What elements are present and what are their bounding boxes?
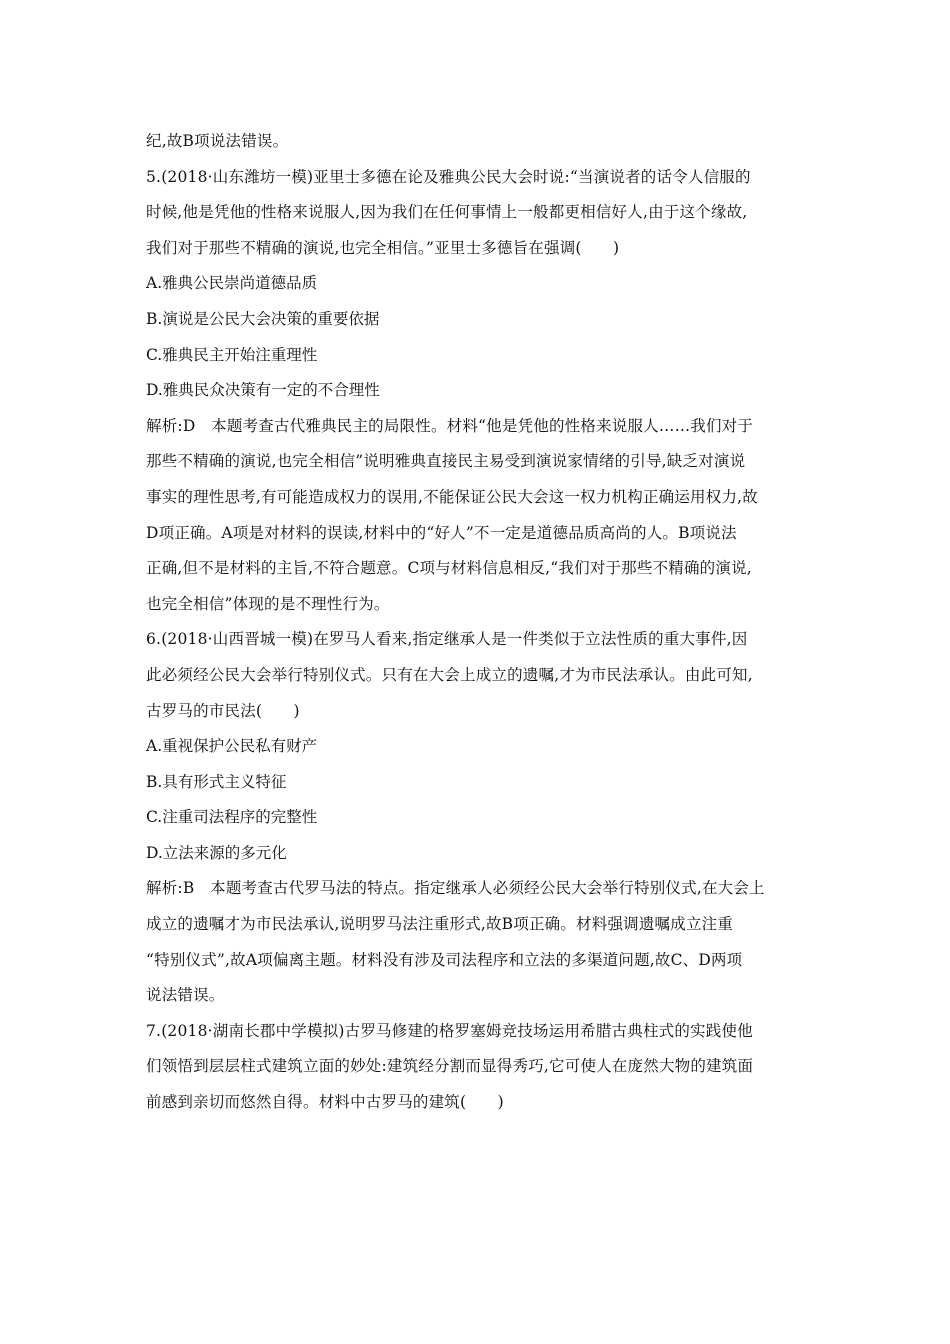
question-6-option-c: C.注重司法程序的完整性 <box>146 808 318 827</box>
question-5-option-c: C.雅典民主开始注重理性 <box>146 345 318 364</box>
question-6-option-d: D.立法来源的多元化 <box>146 843 287 862</box>
text-line: 此必须经公民大会举行特别仪式。只有在大会上成立的遗嘱,才为市民法承认。由此可知, <box>146 665 753 684</box>
text-line: 前感到亲切而悠然自得。材料中古罗马的建筑( ) <box>146 1093 504 1112</box>
question-5-option-d: D.雅典民众决策有一定的不合理性 <box>146 381 380 400</box>
question-6-option-b: B.具有形式主义特征 <box>146 772 287 791</box>
text-line: 我们对于那些不精确的演说,也完全相信。”亚里士多德旨在强调( ) <box>146 238 620 257</box>
question-5-option-a: A.雅典公民崇尚道德品质 <box>146 274 318 293</box>
question-6-option-a: A.重视保护公民私有财产 <box>146 737 318 756</box>
question-5-option-b: B.演说是公民大会决策的重要依据 <box>146 309 380 328</box>
text-line: 纪,故B项说法错误。 <box>146 132 289 150</box>
text-line: 也完全相信”体现的是不理性行为。 <box>146 594 390 613</box>
text-line: 成立的遗嘱才为市民法承认,说明罗马法注重形式,故B项正确。材料强调遗嘱成立注重 <box>146 915 734 934</box>
text-line: 时候,他是凭他的性格来说服人,因为我们在任何事情上一般都更相信好人,由于这个缘故, <box>146 203 748 222</box>
text-line: 古罗马的市民法( ) <box>146 701 300 720</box>
question-5-analysis: 解析:D 本题考查古代雅典民主的局限性。材料“他是凭他的性格来说服人……我们对于 <box>146 416 754 435</box>
question-6-analysis: 解析:B 本题考查古代罗马法的特点。指定继承人必须经公民大会举行特别仪式,在大会上 <box>146 879 765 898</box>
text-line: 正确,但不是材料的主旨,不符合题意。C项与材料信息相反,“我们对于那些不精确的演说, <box>146 559 752 578</box>
text-line: “特别仪式”,故A项偏离主题。材料没有涉及司法程序和立法的多渠道问题,故C、D两项 <box>146 950 743 969</box>
text-line: 事实的理性思考,有可能造成权力的误用,不能保证公民大会这一权力机构正确运用权力,故 <box>146 487 758 506</box>
text-line: 们领悟到层层柱式建筑立面的妙处:建筑经分割而显得秀巧,它可使人在庞然大物的建筑面 <box>146 1057 754 1076</box>
question-7-stem: 7.(2018·湖南长郡中学模拟)古罗马修建的格罗塞姆竞技场运用希腊古典柱式的实践使他 <box>146 1021 753 1040</box>
text-line: 说法错误。 <box>146 986 225 1005</box>
question-6-stem: 6.(2018·山西晋城一模)在罗马人看来,指定继承人是一件类似于立法性质的重大事件,因 <box>146 630 748 649</box>
question-5-stem: 5.(2018·山东潍坊一模)亚里士多德在论及雅典公民大会时说:“当演说者的话令人信服的 <box>146 167 751 186</box>
document-body <box>146 124 816 1121</box>
text-line: 那些不精确的演说,也完全相信”说明雅典直接民主易受到演说家情绪的引导,缺乏对演说 <box>146 452 746 471</box>
text-line: D项正确。A项是对材料的误读,材料中的“好人”不一定是道德品质高尚的人。B项说法 <box>146 523 737 542</box>
